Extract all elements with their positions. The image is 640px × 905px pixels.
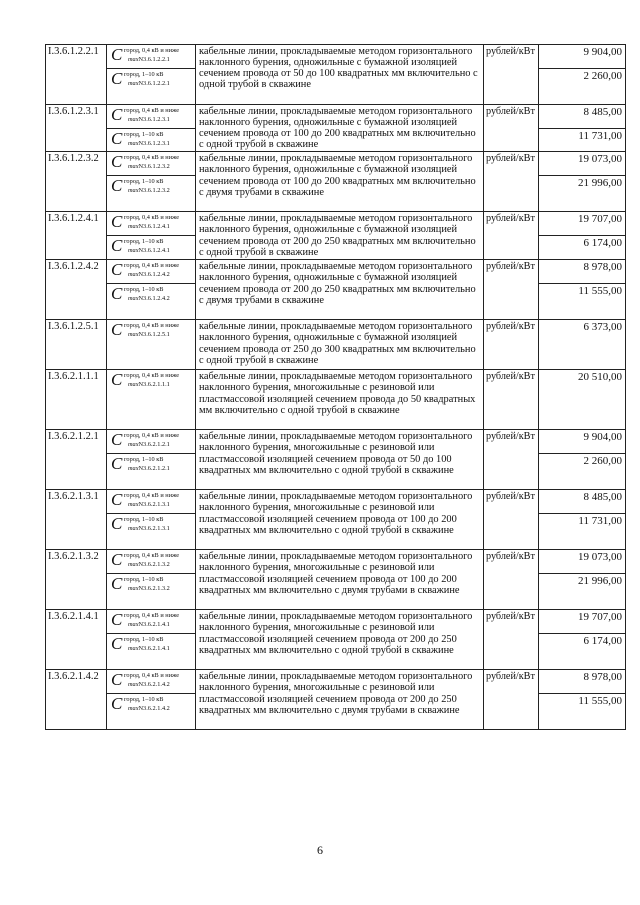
indicator-superscript: город, 1–10 кВ <box>124 456 164 464</box>
rate-value: 11 555,00 <box>539 283 625 306</box>
row-description: кабельные линии, прокладываемые методом горизонтального наклонного бурения, многожильные с резиновой или пластмассовой изоляцией сечением провода до 50 квадратных мм включительно с одной трубой в скважине <box>196 370 484 430</box>
indicator-letter: C <box>111 574 123 594</box>
indicator-symbol <box>107 633 195 656</box>
indicator-letter: C <box>111 634 123 654</box>
indicator-subscript-index: N3.6.2.1.3.2 <box>138 561 170 569</box>
indicator-subscript-index: N3.6.2.1.2.1 <box>138 465 170 473</box>
indicator-subscript-index: N3.6.2.1.4.1 <box>138 621 170 629</box>
indicator-symbol <box>107 453 195 476</box>
row-unit: рублей/кВт <box>484 670 539 730</box>
indicator-subscript-max: max <box>128 187 139 195</box>
indicator-subscript-index: N3.6.1.2.2.1 <box>138 56 170 63</box>
row-code: I.3.6.1.2.4.1 <box>46 212 107 260</box>
indicator-subscript <box>128 705 170 712</box>
indicator-superscript: город, 0,4 кВ и ниже <box>124 214 180 222</box>
indicator-subscript <box>128 140 170 147</box>
indicator-letter: C <box>111 550 123 570</box>
indicator-letter: C <box>111 694 123 714</box>
indicator-subscript <box>128 56 170 63</box>
indicator-subscript-index: N3.6.1.2.4.1 <box>138 247 170 255</box>
indicator-symbol <box>107 610 195 633</box>
indicator-cell <box>107 670 196 730</box>
indicator-subscript-index: N3.6.1.2.4.2 <box>138 271 170 279</box>
indicator-symbol <box>107 513 195 536</box>
indicator-letter: C <box>111 176 123 196</box>
indicator-symbol <box>107 430 195 453</box>
value-cell <box>539 490 626 550</box>
indicator-letter: C <box>111 212 123 232</box>
indicator-symbol <box>107 235 195 258</box>
indicator-subscript <box>128 381 170 388</box>
tariff-table-body <box>46 45 626 730</box>
row-description: кабельные линии, прокладываемые методом горизонтального наклонного бурения, многожильные с резиновой или пластмассовой изоляцией сечением провода от 200 до 250 квадратных мм включительно с двумя трубами в скважине <box>196 670 484 730</box>
indicator-subscript <box>128 163 170 170</box>
rate-value: 21 996,00 <box>539 573 625 596</box>
indicator-subscript-max: max <box>128 271 139 279</box>
value-cell <box>539 212 626 260</box>
indicator-cell <box>107 105 196 152</box>
table-row <box>46 105 626 152</box>
indicator-subscript-max: max <box>128 163 139 171</box>
indicator-cell <box>107 152 196 212</box>
rate-value: 2 260,00 <box>539 453 625 476</box>
indicator-subscript-max: max <box>128 501 139 509</box>
row-description: кабельные линии, прокладываемые методом горизонтального наклонного бурения, одножильные с бумажной изоляцией сечением провода от 250 до 300 квадратных мм включительно с одной трубой в скважине <box>196 320 484 370</box>
row-unit: рублей/кВт <box>484 430 539 490</box>
indicator-symbol <box>107 490 195 513</box>
indicator-letter: C <box>111 490 123 510</box>
indicator-superscript: город, 0,4 кВ и ниже <box>124 47 180 54</box>
rate-value: 19 707,00 <box>578 213 622 226</box>
indicator-subscript-max: max <box>128 441 139 449</box>
indicator-superscript: город, 1–10 кВ <box>124 178 164 186</box>
indicator-superscript: город, 1–10 кВ <box>124 71 164 78</box>
indicator-superscript: город, 1–10 кВ <box>124 636 164 644</box>
indicator-subscript-max: max <box>128 381 139 389</box>
indicator-letter: C <box>111 610 123 630</box>
row-code: I.3.6.2.1.1.1 <box>46 370 107 430</box>
indicator-subscript <box>128 187 170 194</box>
indicator-cell <box>107 610 196 670</box>
table-row <box>46 45 626 105</box>
indicator-superscript: город, 0,4 кВ и ниже <box>124 154 180 162</box>
indicator-subscript-index: N3.6.2.1.1.1 <box>138 381 170 389</box>
indicator-cell <box>107 260 196 320</box>
rate-value: 19 073,00 <box>578 153 622 166</box>
indicator-superscript: город, 1–10 кВ <box>124 576 164 584</box>
row-code: I.3.6.2.1.3.2 <box>46 550 107 610</box>
row-unit: рублей/кВт <box>484 45 539 105</box>
table-row <box>46 610 626 670</box>
rate-value: 2 260,00 <box>539 68 625 91</box>
indicator-letter: C <box>111 152 123 172</box>
table-row <box>46 670 626 730</box>
indicator-superscript: город, 0,4 кВ и ниже <box>124 107 180 114</box>
indicator-letter: C <box>111 454 123 474</box>
table-row <box>46 490 626 550</box>
indicator-subscript-index: N3.6.1.2.2.1 <box>138 80 170 87</box>
indicator-letter: C <box>111 260 123 280</box>
indicator-letter: C <box>111 284 123 304</box>
value-cell <box>539 370 626 430</box>
indicator-subscript-max: max <box>128 295 139 303</box>
indicator-subscript <box>128 271 170 278</box>
indicator-subscript-max: max <box>128 621 139 629</box>
indicator-cell <box>107 550 196 610</box>
indicator-subscript <box>128 465 170 472</box>
indicator-subscript-max: max <box>128 705 139 713</box>
indicator-subscript-max: max <box>128 140 139 147</box>
indicator-subscript-index: N3.6.1.2.3.1 <box>138 140 170 147</box>
tariff-table <box>45 44 626 730</box>
indicator-letter: C <box>111 370 123 390</box>
row-description: кабельные линии, прокладываемые методом горизонтального наклонного бурения, многожильные с резиновой или пластмассовой изоляцией сечением провода от 100 до 200 квадратных мм включительно с двумя трубами в скважине <box>196 550 484 610</box>
rate-value: 11 731,00 <box>539 128 625 151</box>
value-cell <box>539 260 626 320</box>
indicator-subscript-max: max <box>128 681 139 689</box>
table-row <box>46 152 626 212</box>
table-row <box>46 260 626 320</box>
indicator-superscript: город, 1–10 кВ <box>124 286 164 294</box>
row-description: кабельные линии, прокладываемые методом горизонтального наклонного бурения, одножильные с бумажной изоляцией сечением провода от 100 до 200 квадратных мм включительно с одной трубой в скважине <box>196 105 484 152</box>
indicator-superscript: город, 0,4 кВ и ниже <box>124 432 180 440</box>
row-unit: рублей/кВт <box>484 550 539 610</box>
row-description: кабельные линии, прокладываемые методом горизонтального наклонного бурения, многожильные с резиновой или пластмассовой изоляцией сечением провода от 50 до 100 квадратных мм включительно с одной трубой в скважине <box>196 430 484 490</box>
indicator-subscript-max: max <box>128 331 139 339</box>
row-description: кабельные линии, прокладываемые методом горизонтального наклонного бурения, многожильные с резиновой или пластмассовой изоляцией сечением провода от 200 до 250 квадратных мм включительно с одной трубой в скважине <box>196 610 484 670</box>
row-unit: рублей/кВт <box>484 152 539 212</box>
indicator-superscript: город, 0,4 кВ и ниже <box>124 552 180 560</box>
indicator-superscript: город, 1–10 кВ <box>124 516 164 524</box>
indicator-subscript-index: N3.6.1.2.3.2 <box>138 187 170 195</box>
indicator-superscript: город, 1–10 кВ <box>124 238 164 246</box>
indicator-cell <box>107 320 196 370</box>
indicator-letter: C <box>111 129 123 148</box>
indicator-subscript-max: max <box>128 56 139 63</box>
row-description: кабельные линии, прокладываемые методом горизонтального наклонного бурения, многожильные с резиновой или пластмассовой изоляцией сечением провода от 100 до 200 квадратных мм включительно с одной трубой в скважине <box>196 490 484 550</box>
indicator-cell <box>107 212 196 260</box>
indicator-subscript-index: N3.6.2.1.3.1 <box>138 525 170 533</box>
rate-value: 8 978,00 <box>583 261 622 274</box>
indicator-subscript-index: N3.6.1.2.5.1 <box>138 331 170 339</box>
indicator-subscript-index: N3.6.2.1.4.1 <box>138 645 170 653</box>
rate-value: 11 731,00 <box>539 513 625 536</box>
rate-value: 9 904,00 <box>583 431 622 444</box>
row-description: кабельные линии, прокладываемые методом горизонтального наклонного бурения, одножильные с бумажной изоляцией сечением провода от 50 до 100 квадратных мм включительно с одной трубой в скважине <box>196 45 484 105</box>
indicator-subscript-index: N3.6.2.1.4.2 <box>138 705 170 713</box>
table-row <box>46 370 626 430</box>
rate-value: 19 073,00 <box>578 551 622 564</box>
indicator-subscript-max: max <box>128 116 139 123</box>
indicator-subscript-max: max <box>128 561 139 569</box>
value-cell <box>539 430 626 490</box>
indicator-subscript-max: max <box>128 80 139 87</box>
indicator-subscript <box>128 247 170 254</box>
table-row <box>46 320 626 370</box>
indicator-symbol <box>107 320 195 343</box>
indicator-subscript-index: N3.6.1.2.4.2 <box>138 295 170 303</box>
indicator-symbol <box>107 370 195 393</box>
rate-value: 8 485,00 <box>583 106 622 118</box>
rate-value: 6 373,00 <box>583 321 622 334</box>
indicator-letter: C <box>111 514 123 534</box>
rate-value: 9 904,00 <box>583 46 622 58</box>
rate-value: 19 707,00 <box>578 611 622 624</box>
row-unit: рублей/кВт <box>484 320 539 370</box>
indicator-subscript-index: N3.6.2.1.3.2 <box>138 585 170 593</box>
value-cell <box>539 610 626 670</box>
indicator-symbol <box>107 152 195 175</box>
rate-value: 8 978,00 <box>583 671 622 684</box>
value-cell <box>539 45 626 105</box>
row-unit: рублей/кВт <box>484 490 539 550</box>
row-description: кабельные линии, прокладываемые методом горизонтального наклонного бурения, одножильные с бумажной изоляцией сечением провода от 200 до 250 квадратных мм включительно с двумя трубами в скважине <box>196 260 484 320</box>
rate-value: 20 510,00 <box>578 371 622 384</box>
row-unit: рублей/кВт <box>484 105 539 152</box>
indicator-symbol <box>107 105 195 128</box>
indicator-cell <box>107 45 196 105</box>
indicator-subscript-index: N3.6.2.1.4.2 <box>138 681 170 689</box>
table-row <box>46 430 626 490</box>
indicator-subscript <box>128 645 170 652</box>
row-code: I.3.6.1.2.5.1 <box>46 320 107 370</box>
indicator-symbol <box>107 68 195 91</box>
indicator-letter: C <box>111 430 123 450</box>
indicator-subscript-index: N3.6.1.2.3.1 <box>138 116 170 123</box>
indicator-symbol <box>107 573 195 596</box>
indicator-subscript <box>128 441 170 448</box>
value-cell <box>539 105 626 152</box>
row-unit: рублей/кВт <box>484 370 539 430</box>
row-unit: рублей/кВт <box>484 212 539 260</box>
row-description: кабельные линии, прокладываемые методом горизонтального наклонного бурения, одножильные с бумажной изоляцией сечением провода от 200 до 250 квадратных мм включительно с одной трубой в скважине <box>196 212 484 260</box>
indicator-superscript: город, 0,4 кВ и ниже <box>124 372 180 380</box>
indicator-symbol <box>107 693 195 716</box>
row-code: I.3.6.1.2.2.1 <box>46 45 107 105</box>
value-cell <box>539 670 626 730</box>
indicator-superscript: город, 1–10 кВ <box>124 131 164 138</box>
indicator-superscript: город, 1–10 кВ <box>124 696 164 704</box>
indicator-subscript-max: max <box>128 223 139 231</box>
indicator-symbol <box>107 550 195 573</box>
indicator-subscript-index: N3.6.2.1.2.1 <box>138 441 170 449</box>
row-code: I.3.6.2.1.4.2 <box>46 670 107 730</box>
indicator-letter: C <box>111 236 123 256</box>
indicator-symbol <box>107 260 195 283</box>
indicator-subscript <box>128 501 170 508</box>
indicator-cell <box>107 370 196 430</box>
row-code: I.3.6.2.1.3.1 <box>46 490 107 550</box>
indicator-letter: C <box>111 320 123 340</box>
indicator-letter: C <box>111 670 123 690</box>
indicator-superscript: город, 0,4 кВ и ниже <box>124 322 180 330</box>
indicator-symbol <box>107 283 195 306</box>
table-row <box>46 550 626 610</box>
rate-value: 11 555,00 <box>539 693 625 716</box>
rate-value: 6 174,00 <box>539 235 625 258</box>
row-unit: рублей/кВт <box>484 260 539 320</box>
row-code: I.3.6.1.2.3.2 <box>46 152 107 212</box>
row-code: I.3.6.2.1.2.1 <box>46 430 107 490</box>
indicator-subscript <box>128 585 170 592</box>
indicator-symbol <box>107 670 195 693</box>
indicator-subscript <box>128 561 170 568</box>
row-code: I.3.6.2.1.4.1 <box>46 610 107 670</box>
indicator-subscript-index: N3.6.1.2.3.2 <box>138 163 170 171</box>
indicator-subscript-max: max <box>128 585 139 593</box>
indicator-letter: C <box>111 105 123 124</box>
rate-value: 21 996,00 <box>539 175 625 198</box>
indicator-subscript-max: max <box>128 465 139 473</box>
indicator-subscript <box>128 681 170 688</box>
indicator-symbol <box>107 212 195 235</box>
indicator-superscript: город, 0,4 кВ и ниже <box>124 492 180 500</box>
indicator-symbol <box>107 175 195 198</box>
indicator-subscript <box>128 621 170 628</box>
row-description: кабельные линии, прокладываемые методом горизонтального наклонного бурения, одножильные с бумажной изоляцией сечением провода от 100 до 200 квадратных мм включительно с двумя трубами в скважине <box>196 152 484 212</box>
indicator-subscript <box>128 525 170 532</box>
indicator-subscript-max: max <box>128 525 139 533</box>
indicator-symbol <box>107 45 195 68</box>
page-number: 6 <box>317 843 323 857</box>
indicator-letter: C <box>111 45 123 64</box>
indicator-superscript: город, 0,4 кВ и ниже <box>124 612 180 620</box>
indicator-superscript: город, 0,4 кВ и ниже <box>124 672 180 680</box>
value-cell <box>539 550 626 610</box>
indicator-subscript-index: N3.6.2.1.3.1 <box>138 501 170 509</box>
value-cell <box>539 320 626 370</box>
indicator-letter: C <box>111 69 123 88</box>
indicator-subscript-max: max <box>128 645 139 653</box>
indicator-subscript <box>128 80 170 87</box>
rate-value: 6 174,00 <box>539 633 625 656</box>
indicator-superscript: город, 0,4 кВ и ниже <box>124 262 180 270</box>
indicator-subscript <box>128 223 170 230</box>
indicator-cell <box>107 490 196 550</box>
rate-value: 8 485,00 <box>583 491 622 504</box>
row-code: I.3.6.1.2.3.1 <box>46 105 107 152</box>
table-row <box>46 212 626 260</box>
indicator-subscript <box>128 331 170 338</box>
indicator-symbol <box>107 128 195 151</box>
indicator-subscript-index: N3.6.1.2.4.1 <box>138 223 170 231</box>
indicator-subscript <box>128 295 170 302</box>
indicator-subscript <box>128 116 170 123</box>
indicator-subscript-max: max <box>128 247 139 255</box>
value-cell <box>539 152 626 212</box>
row-code: I.3.6.1.2.4.2 <box>46 260 107 320</box>
indicator-cell <box>107 430 196 490</box>
row-unit: рублей/кВт <box>484 610 539 670</box>
